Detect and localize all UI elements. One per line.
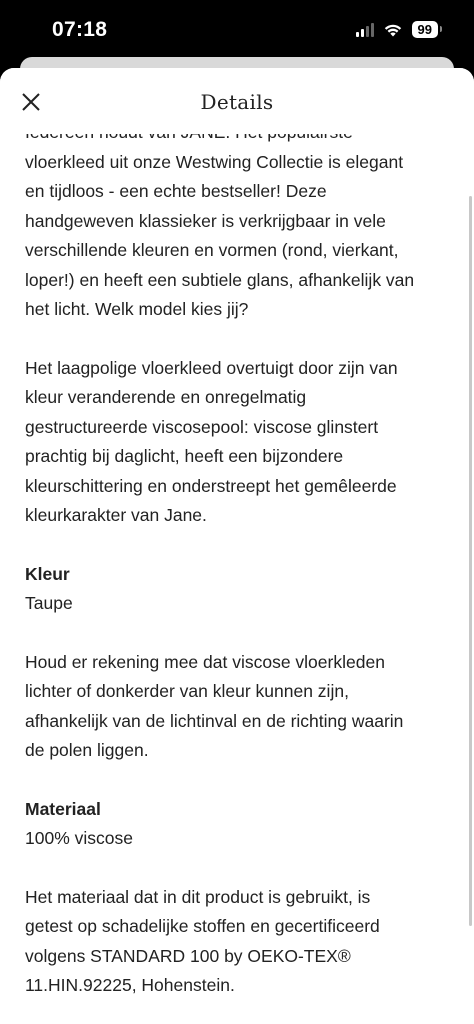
color-value: Taupe: [25, 593, 73, 613]
material-value: 100% viscose: [25, 828, 133, 848]
material-label: Materiaal: [25, 798, 101, 819]
description-line: loper!) en heeft een subtiele glans, afhankelijk van: [25, 269, 415, 290]
wifi-icon: [384, 23, 402, 37]
pile-description-line: kleurkarakter van Jane.: [25, 505, 207, 525]
scrollbar[interactable]: [469, 196, 472, 926]
description-line: handgeweven klassieker is verkrijgbaar in vele: [25, 210, 386, 231]
status-bar: [0, 0, 474, 64]
description-line: het licht. Welk model kies jij?: [25, 299, 249, 319]
material-note-line: Het materiaal dat in dit product is gebruikt, is: [25, 886, 371, 907]
description-line: en tijdloos - een echte bestseller! Deze: [25, 181, 327, 201]
battery-icon: 99: [412, 21, 438, 38]
status-icons: [356, 21, 438, 38]
description-line: vloerkleed uit onze Westwing Collectie is elegant: [25, 151, 404, 172]
material-note-line: volgens STANDARD 100 by OEKO-TEX®: [25, 945, 351, 966]
status-time: 07:18: [52, 18, 108, 41]
color-note-line: afhankelijk van de lichtinval en de richting waarin: [25, 710, 404, 731]
pile-description-line: Het laagpolige vloerkleed overtuigt door zijn van: [25, 357, 398, 378]
description-line: verschillende kleuren en vormen (rond, vierkant,: [25, 240, 399, 260]
color-label: Kleur: [25, 563, 70, 584]
details-sheet: [0, 68, 474, 1024]
pile-description-line: gestructureerde viscosepool: viscose glinstert: [25, 416, 379, 437]
color-note-line: lichter of donkerder van kleur kunnen zijn,: [25, 681, 349, 701]
material-note-line: 11.HIN.92225, Hohenstein.: [25, 975, 235, 995]
color-note-line: Houd er rekening mee dat viscose vloerkleden: [25, 651, 385, 672]
pile-description-line: kleur veranderende en onregelmatig: [25, 387, 307, 407]
details-content: [25, 118, 444, 1001]
pile-description-line: kleurschittering en onderstreept het gemêleerde: [25, 475, 397, 496]
color-note-line: de polen liggen.: [25, 740, 149, 760]
pile-description-line: prachtig bij daglicht, heeft een bijzondere: [25, 446, 344, 466]
cellular-signal-icon: [356, 23, 374, 37]
page-title: Details: [200, 90, 274, 114]
material-note-line: getest op schadelijke stoffen en gecertificeerd: [25, 916, 380, 936]
sheet-header: [0, 68, 474, 134]
